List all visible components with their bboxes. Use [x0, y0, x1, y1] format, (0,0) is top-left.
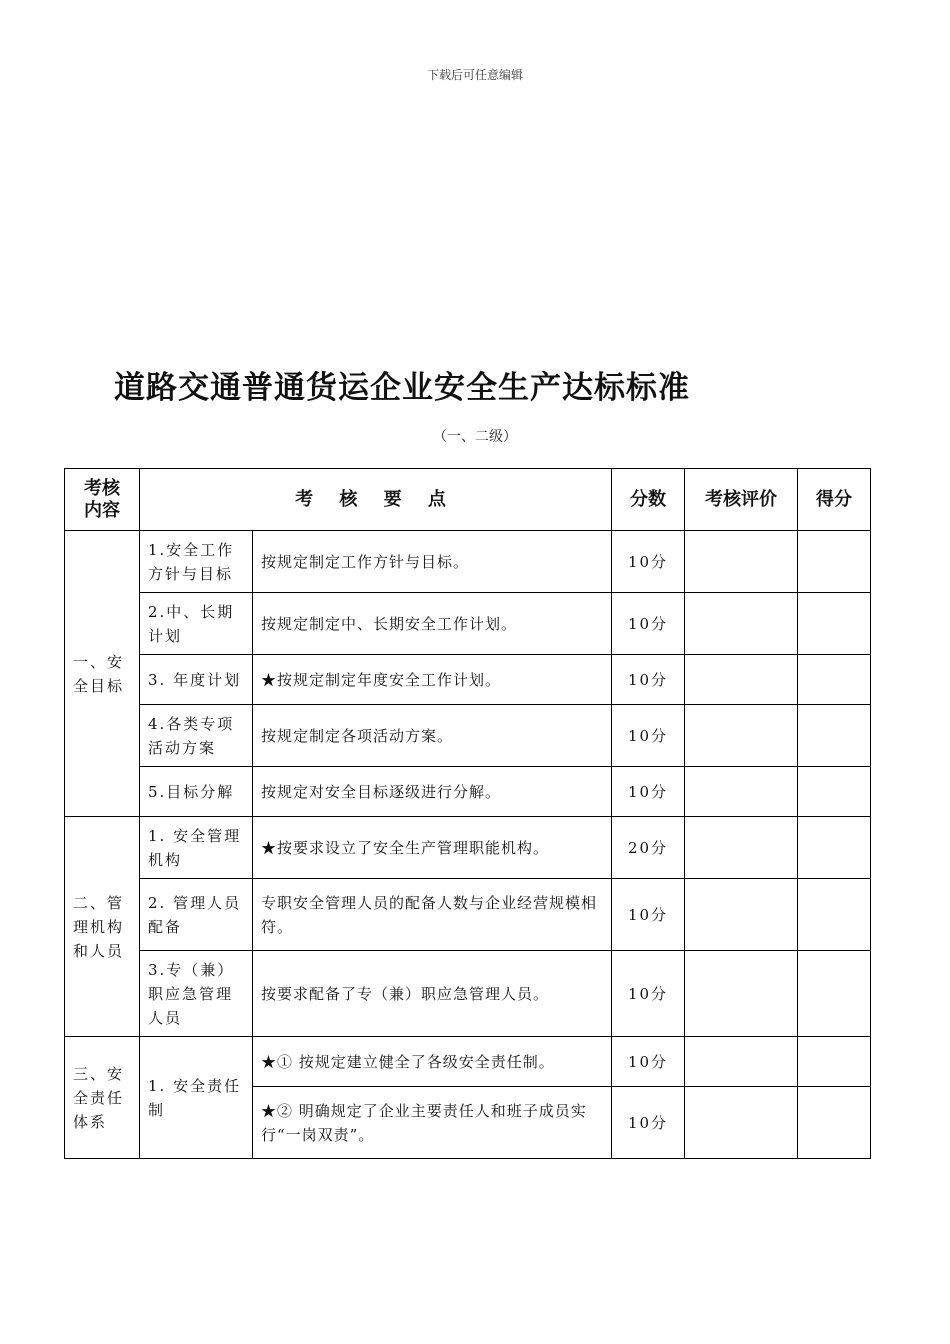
- score-cell: 10分: [612, 1037, 685, 1087]
- header-result: 得分: [798, 469, 871, 531]
- evaluation-cell[interactable]: [685, 767, 798, 817]
- point-cell: ★按规定制定年度安全工作计划。: [253, 655, 612, 705]
- score-cell: 10分: [612, 705, 685, 767]
- sub-item-cell: 2. 管理人员配备: [140, 879, 253, 951]
- sub-item-cell: 1. 安全管理机构: [140, 817, 253, 879]
- score-cell: 20分: [612, 817, 685, 879]
- evaluation-cell[interactable]: [685, 951, 798, 1037]
- header-points: 考 核 要 点: [140, 469, 612, 531]
- standards-table: [64, 468, 871, 1159]
- point-cell: 按规定对安全目标逐级进行分解。: [253, 767, 612, 817]
- result-cell[interactable]: [798, 705, 871, 767]
- sub-item-cell: 4.各类专项活动方案: [140, 705, 253, 767]
- category-cell: 一、安全目标: [65, 531, 140, 817]
- table-row: [65, 879, 871, 951]
- score-cell: 10分: [612, 593, 685, 655]
- score-cell: 10分: [612, 879, 685, 951]
- header-evaluation: 考核评价: [685, 469, 798, 531]
- header-score: 分数: [612, 469, 685, 531]
- result-cell[interactable]: [798, 879, 871, 951]
- result-cell[interactable]: [798, 767, 871, 817]
- table-row: [65, 531, 871, 593]
- result-cell[interactable]: [798, 951, 871, 1037]
- evaluation-cell[interactable]: [685, 817, 798, 879]
- result-cell[interactable]: [798, 655, 871, 705]
- category-cell: 三、安全责任体系: [65, 1037, 140, 1159]
- point-cell: ★按要求设立了安全生产管理职能机构。: [253, 817, 612, 879]
- evaluation-cell[interactable]: [685, 879, 798, 951]
- table-row: [65, 705, 871, 767]
- table-row: [65, 655, 871, 705]
- document-title: 道路交通普通货运企业安全生产达标标准: [114, 370, 690, 406]
- sub-item-cell: 1. 安全责任制: [140, 1037, 253, 1159]
- result-cell[interactable]: [798, 531, 871, 593]
- point-cell: 按规定制定各项活动方案。: [253, 705, 612, 767]
- sub-item-cell: 3.专（兼）职应急管理人员: [140, 951, 253, 1037]
- score-cell: 10分: [612, 531, 685, 593]
- evaluation-cell[interactable]: [685, 531, 798, 593]
- category-cell: 二、管理机构和人员: [65, 817, 140, 1037]
- evaluation-cell[interactable]: [685, 593, 798, 655]
- result-cell[interactable]: [798, 593, 871, 655]
- score-cell: 10分: [612, 951, 685, 1037]
- evaluation-cell[interactable]: [685, 1087, 798, 1159]
- sub-item-cell: 2.中、长期计划: [140, 593, 253, 655]
- score-cell: 10分: [612, 655, 685, 705]
- header-note: 下载后可任意编辑: [426, 68, 523, 82]
- document-subtitle: （一、二级）: [433, 429, 517, 445]
- point-cell: ★① 按规定建立健全了各级安全责任制。: [253, 1037, 612, 1087]
- point-cell: 按规定制定工作方针与目标。: [253, 531, 612, 593]
- score-cell: 10分: [612, 767, 685, 817]
- result-cell[interactable]: [798, 817, 871, 879]
- table-row: [65, 767, 871, 817]
- result-cell[interactable]: [798, 1087, 871, 1159]
- table-header-row: [65, 469, 871, 531]
- sub-item-cell: 3. 年度计划: [140, 655, 253, 705]
- sub-item-cell: 5.目标分解: [140, 767, 253, 817]
- header-content: 考核 内容: [65, 469, 140, 531]
- sub-item-cell: 1.安全工作方针与目标: [140, 531, 253, 593]
- point-cell: 按规定制定中、长期安全工作计划。: [253, 593, 612, 655]
- table-row: [65, 817, 871, 879]
- point-cell: 按要求配备了专（兼）职应急管理人员。: [253, 951, 612, 1037]
- result-cell[interactable]: [798, 1037, 871, 1087]
- score-cell: 10分: [612, 1087, 685, 1159]
- evaluation-cell[interactable]: [685, 705, 798, 767]
- table-row: [65, 593, 871, 655]
- evaluation-cell[interactable]: [685, 1037, 798, 1087]
- point-cell: 专职安全管理人员的配备人数与企业经营规模相符。: [253, 879, 612, 951]
- evaluation-cell[interactable]: [685, 655, 798, 705]
- table-row: [65, 1037, 871, 1087]
- point-cell: ★② 明确规定了企业主要责任人和班子成员实行“一岗双责”。: [253, 1087, 612, 1159]
- table-row: [65, 951, 871, 1037]
